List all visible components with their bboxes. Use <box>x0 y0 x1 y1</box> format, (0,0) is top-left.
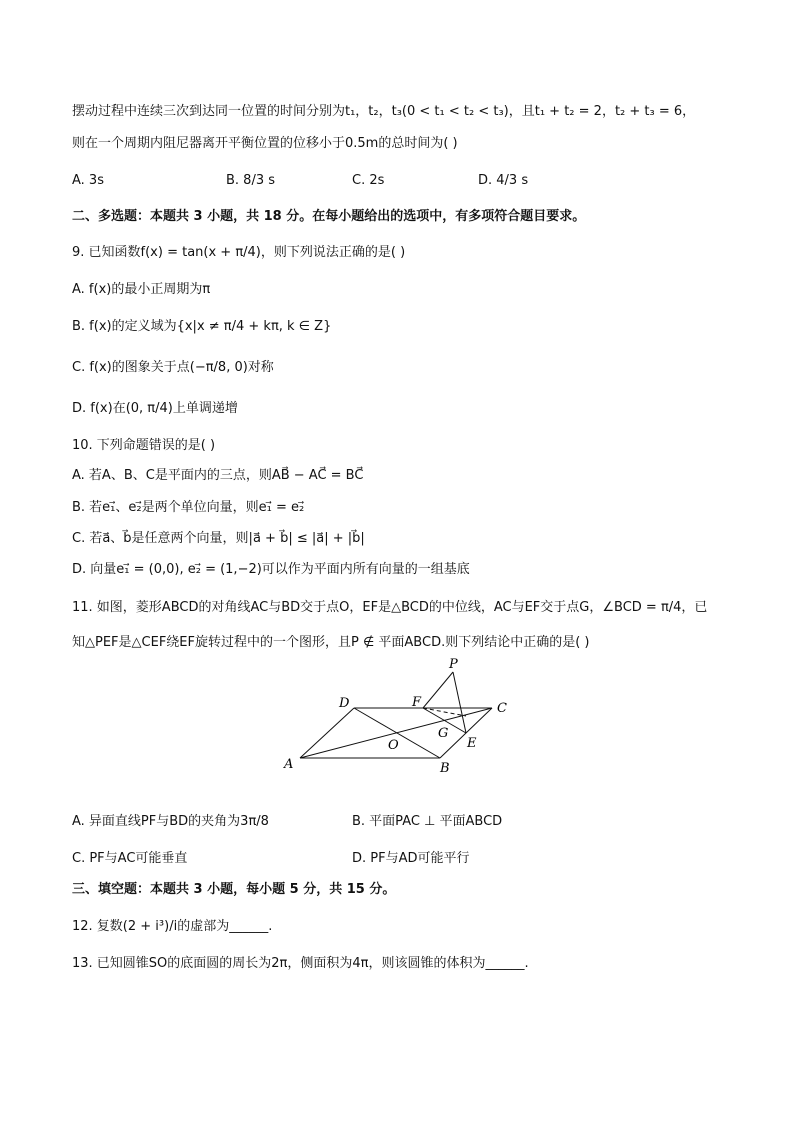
q10-option-d: D. 向量e₁⃗ = (0,0), e₂⃗ = (1,−2)可以作为平面内所有向量的一组基底 <box>72 562 470 577</box>
label-f: F <box>412 695 422 710</box>
section-multiple-choice-title: 二、多选题：本题共 3 小题，共 18 分。在每小题给出的选项中，有多项符合题目要求。 <box>72 209 586 224</box>
q8-text-line1: 摆动过程中连续三次到达同一位置的时间分别为t₁，t₂，t₃(0 < t₁ < t₂ < t₃)，且t₁ + t₂ = 2，t₂ + t₃ = 6， <box>72 104 696 119</box>
q9-option-c: C. f(x)的图象关于点(−π/8, 0)对称 <box>72 360 274 375</box>
segment-pe <box>453 672 466 733</box>
q11-option-a: A. 异面直线PF与BD的夹角为3π/8 <box>72 814 269 829</box>
label-a: A <box>284 757 294 772</box>
q9-option-a: A. f(x)的最小正周期为π <box>72 282 211 297</box>
label-p: P <box>449 657 458 672</box>
label-g: G <box>438 726 449 741</box>
q8-option-a: A. 3s <box>72 173 104 188</box>
q9-option-d: D. f(x)在(0, π/4)上单调递增 <box>72 401 238 416</box>
q11-option-b: B. 平面PAC ⊥ 平面ABCD <box>352 814 503 829</box>
q9-stem: 9. 已知函数f(x) = tan(x + π/4)，则下列说法正确的是( ) <box>72 245 406 260</box>
label-e: E <box>467 736 477 751</box>
q9-option-b: B. f(x)的定义域为{x|x ≠ π/4 + kπ, k ∈ Z} <box>72 319 332 334</box>
section-fill-in-title: 三、填空题：本题共 3 小题，每小题 5 分，共 15 分。 <box>72 882 396 897</box>
q12-text: 12. 复数(2 + i³)/i的虚部为______. <box>72 919 273 934</box>
q10-option-b: B. 若e₁⃗、e₂⃗是两个单位向量，则e₁⃗ = e₂⃗ <box>72 500 305 515</box>
q11-stem-line1: 11. 如图，菱形ABCD的对角线AC与BD交于点O，EF是△BCD的中位线，AC与EF交于点G，∠BCD = π/4，已 <box>72 600 708 615</box>
q10-option-c: C. 若a⃗、b⃗是任意两个向量，则|a⃗ + b⃗| ≤ |a⃗| + |b⃗| <box>72 531 365 546</box>
q11-stem-line2: 知△PEF是△CEF绕EF旋转过程中的一个图形，且P ∉ 平面ABCD.则下列结论中正确的是( ) <box>72 635 590 650</box>
segment-pf <box>423 672 453 708</box>
q13-text: 13. 已知圆锥SO的底面圆的周长为2π，侧面积为4π，则该圆锥的体积为______. <box>72 956 529 971</box>
rhombus-figure <box>270 652 530 782</box>
q11-option-d: D. PF与AD可能平行 <box>352 851 470 866</box>
q10-stem: 10. 下列命题错误的是( ) <box>72 438 216 453</box>
q8-option-b: B. 8/3 s <box>226 173 276 188</box>
q8-option-d: D. 4/3 s <box>478 173 529 188</box>
label-b: B <box>440 761 450 776</box>
q10-option-a: A. 若A、B、C是平面内的三点，则AB⃗ − AC⃗ = BC⃗ <box>72 468 364 483</box>
q8-text-line2: 则在一个周期内阻尼器离开平衡位置的位移小于0.5m的总时间为( ) <box>72 136 458 151</box>
q11-option-c: C. PF与AC可能垂直 <box>72 851 188 866</box>
label-d: D <box>339 696 350 711</box>
label-o: O <box>388 738 399 753</box>
label-c: C <box>497 701 507 716</box>
q8-option-c: C. 2s <box>352 173 385 188</box>
